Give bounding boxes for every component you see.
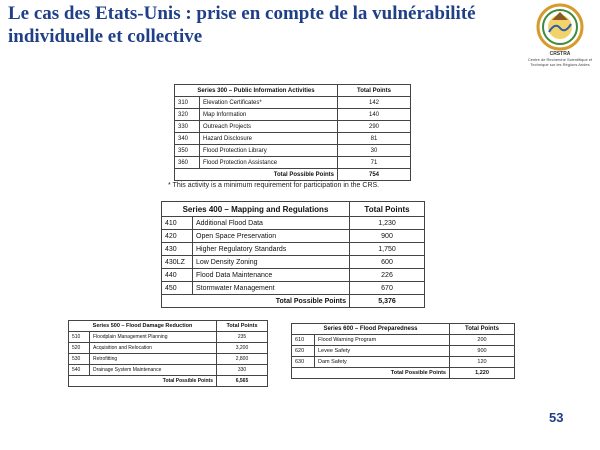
activity-code: 420 [162,230,193,243]
points-header: Total Points [350,202,425,217]
table-row [175,121,411,133]
activity-code: 310 [175,97,200,109]
activity-name: Floodplain Management Planning [90,332,217,343]
table-row [162,256,425,269]
activity-code: 330 [175,121,200,133]
activity-code: 430 [162,243,193,256]
total-row [162,295,425,308]
activity-name: Flood Data Maintenance [193,269,350,282]
activity-points: 142 [338,97,411,109]
activity-name: Elevation Certificates* [200,97,338,109]
table-row [162,282,425,295]
activity-code: 410 [162,217,193,230]
series-500-table [68,320,268,387]
activity-points: 140 [338,109,411,121]
activity-points: 235 [217,332,268,343]
table-header-row [69,321,268,332]
table-header-row [175,85,411,97]
points-header: Total Points [217,321,268,332]
table-row [162,230,425,243]
activity-points: 226 [350,269,425,282]
logo-caption: Centre de Recherche Scientifique et Technique sur les Régions Arides [527,57,593,67]
total-points: 5,376 [350,295,425,308]
activity-name: Retrofitting [90,354,217,365]
table-row [175,97,411,109]
table-row [69,343,268,354]
total-points: 1,220 [450,368,515,379]
activity-code: 360 [175,157,200,169]
activity-name: Stormwater Management [193,282,350,295]
activity-name: Open Space Preservation [193,230,350,243]
crstra-logo [525,2,595,74]
crstra-emblem-icon [525,2,595,52]
activity-code: 430LZ [162,256,193,269]
activity-name: Flood Warning Program [315,335,450,346]
total-points: 754 [338,169,411,181]
activity-points: 330 [217,365,268,376]
total-label: Total Possible Points [175,169,338,181]
points-header: Total Points [450,324,515,335]
activity-name: Outreach Projects [200,121,338,133]
activity-points: 81 [338,133,411,145]
table-row [69,332,268,343]
activity-name: Flood Protection Library [200,145,338,157]
table-row [162,217,425,230]
logo-acronym: CRSTRA [549,51,571,57]
activity-name: Acquisition and Relocation [90,343,217,354]
activity-points: 900 [450,346,515,357]
table-row [175,157,411,169]
activity-points: 71 [338,157,411,169]
total-row [292,368,515,379]
table-row [175,133,411,145]
table-row [162,269,425,282]
activity-code: 620 [292,346,315,357]
activity-code: 540 [69,365,90,376]
activity-points: 120 [450,357,515,368]
activity-points: 1,750 [350,243,425,256]
activity-name: Additional Flood Data [193,217,350,230]
series-300-table [174,84,411,181]
series-header: Series 600 – Flood Preparedness [292,324,450,335]
activity-points: 2,800 [217,354,268,365]
total-row [69,376,268,387]
activity-name: Map Information [200,109,338,121]
activity-name: Higher Regulatory Standards [193,243,350,256]
series-600-table [291,323,515,379]
activity-points: 290 [338,121,411,133]
total-points: 6,565 [217,376,268,387]
series-header: Series 400 – Mapping and Regulations [162,202,350,217]
activity-name: Dam Safety [315,357,450,368]
activity-code: 320 [175,109,200,121]
activity-points: 670 [350,282,425,295]
activity-name: Levee Safety [315,346,450,357]
table-header-row [162,202,425,217]
series-header: Series 500 – Flood Damage Reduction [69,321,217,332]
table-row [69,354,268,365]
total-label: Total Possible Points [162,295,350,308]
activity-code: 350 [175,145,200,157]
table-row [175,109,411,121]
activity-name: Low Density Zoning [193,256,350,269]
activity-points: 30 [338,145,411,157]
activity-points: 1,230 [350,217,425,230]
slide-title: Le cas des Etats-Unis : prise en compte de la vulnérabilité individuelle et collective [8,3,476,47]
points-header: Total Points [338,85,411,97]
total-row [175,169,411,181]
activity-code: 630 [292,357,315,368]
activity-points: 3,200 [217,343,268,354]
total-label: Total Possible Points [292,368,450,379]
activity-code: 610 [292,335,315,346]
activity-code: 340 [175,133,200,145]
activity-code: 530 [69,354,90,365]
series-400-table [161,201,425,308]
activity-points: 200 [450,335,515,346]
table-header-row [292,324,515,335]
footnote: * This activity is a minimum requirement for participation in the CRS. [168,182,380,189]
activity-name: Drainage System Maintenance [90,365,217,376]
activity-points: 900 [350,230,425,243]
activity-code: 510 [69,332,90,343]
table-row [292,357,515,368]
activity-code: 520 [69,343,90,354]
activity-name: Flood Protection Assistance [200,157,338,169]
series-header: Series 300 – Public Information Activities [175,85,338,97]
table-row [69,365,268,376]
activity-code: 450 [162,282,193,295]
total-label: Total Possible Points [69,376,217,387]
table-row [175,145,411,157]
activity-name: Hazard Disclosure [200,133,338,145]
activity-points: 600 [350,256,425,269]
page-number: 53 [549,410,564,425]
table-row [292,346,515,357]
table-row [292,335,515,346]
activity-code: 440 [162,269,193,282]
table-row [162,243,425,256]
